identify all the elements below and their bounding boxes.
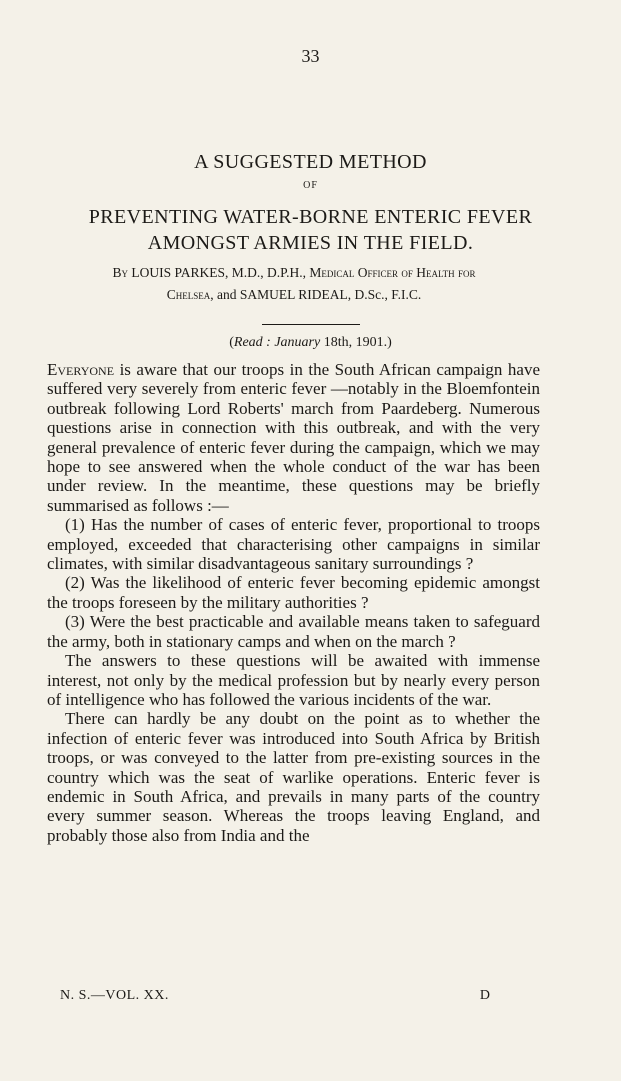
title-line-1: A SUGGESTED METHOD — [194, 151, 427, 173]
read-date — [0, 335, 621, 351]
paragraph-2: The answers to these questions will be awaited with immense interest, not only by the medical profession but by nearly every person of intelligence who has followed the various incidents of the war. — [47, 651, 540, 709]
paragraph-3: There can hardly be any doubt on the point as to whether the infection of enteric fever was introduced into South Africa by British troops, or was conveyed to the latter from pre-existing sources in the country which was the seat of warlike operations. Enteric fever is endemic in South Africa, and prevails in many parts of the country every summer season. Whereas the troops leaving England, and probably those also from India and the — [47, 709, 540, 845]
paragraph-1-lead: Everyone — [47, 360, 115, 379]
question-2: (2) Was the likelihood of enteric fever becoming epidemic amongst the troops foreseen by the military authorities ? — [47, 573, 540, 612]
author-2: SAMUEL RIDEAL, D.Sc., F.I.C. — [239, 287, 422, 302]
page-number: 33 — [301, 46, 320, 66]
read-label: Read : January — [233, 335, 321, 350]
author-1: LOUIS PARKES, M.D., D.P.H., — [131, 265, 306, 280]
byline-by: By — [112, 265, 128, 280]
read-year: 1901.) — [355, 335, 392, 350]
title-divider — [262, 324, 360, 325]
paragraph-1-text: is aware that our troops in the South African campaign have suffered very severely from enteric fever —notably in the Bloemfontein outbreak following Lord Roberts' march from Paardeberg. Numerous questions arise in connection with this outbreak, and with the very general prevalence of enteric fever during the campaign, which we may hope to see answered when the whole conduct of the war has been under review. In the meantime, these questions may be briefly summarised as follows :— — [47, 360, 541, 515]
read-day: 18th, — [323, 335, 353, 350]
question-3: (3) Were the best practicable and available means taken to safeguard the army, both in stationary camps and when on the march ? — [47, 612, 540, 651]
author-1-role: Medical Officer of Health for — [309, 265, 476, 280]
byline-place: Chelsea, — [166, 287, 214, 302]
paragraph-1 — [47, 360, 540, 515]
byline-and: and — [216, 287, 237, 302]
footer-signature-mark: D — [479, 988, 490, 1003]
title-connector: OF — [303, 180, 318, 191]
read-open: ( — [229, 335, 234, 350]
title-line-3: AMONGST ARMIES IN THE FIELD. — [147, 232, 474, 254]
footer-signature: N. S.—VOL. XX. — [60, 988, 169, 1003]
byline-line-1 — [44, 262, 544, 284]
byline-line-2 — [44, 284, 544, 306]
title-line-2: PREVENTING WATER-BORNE ENTERIC FEVER — [88, 206, 533, 228]
question-1: (1) Has the number of cases of enteric fever, proportional to troops employed, exceeded that characterising other campaigns in similar climates, with similar disadvantageous sanitary surroundings ? — [47, 515, 540, 574]
article-body — [47, 360, 540, 845]
